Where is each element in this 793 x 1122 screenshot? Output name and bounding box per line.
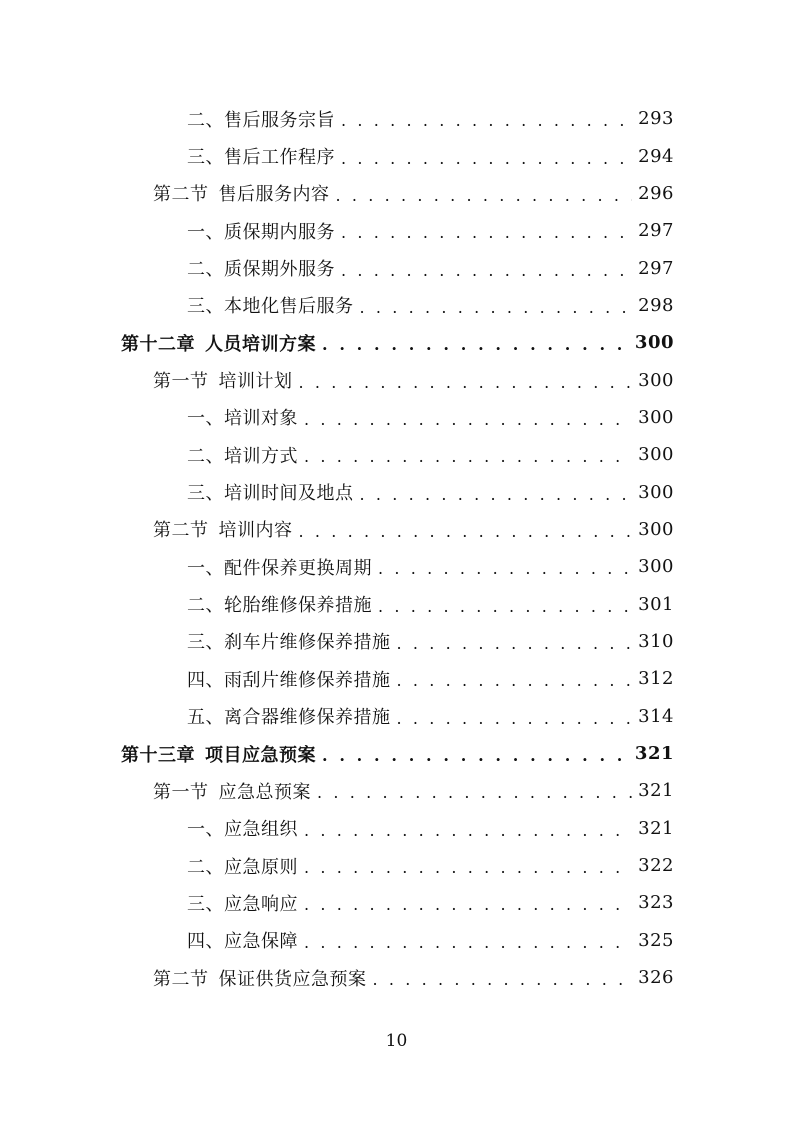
toc-entry-text: 培训内容 (218, 520, 293, 542)
dot-leader (397, 671, 633, 690)
toc-section[interactable] (0, 511, 793, 548)
toc-entry-page: 314 (638, 705, 674, 727)
toc-entry-prefix: 第十三章 (121, 744, 195, 766)
toc-entry[interactable] (0, 137, 793, 174)
dot-leader (378, 559, 632, 578)
toc-entry[interactable] (0, 847, 793, 884)
toc-entry-page: 312 (638, 668, 674, 690)
toc-entry-page: 300 (634, 332, 674, 354)
dot-leader (397, 634, 633, 653)
toc-entry-title (187, 442, 298, 468)
toc-entry-prefix: 二、 (187, 856, 224, 878)
dot-leader (336, 186, 633, 205)
dot-leader (360, 298, 633, 317)
toc-entry[interactable] (0, 287, 793, 324)
toc-entry[interactable] (0, 548, 793, 585)
dot-leader (304, 933, 632, 952)
toc-entry-text: 售后服务内容 (218, 184, 330, 206)
toc-entry-title (121, 330, 316, 356)
toc-entry-text: 离合器维修保养措施 (224, 707, 391, 729)
toc-entry-prefix: 二、 (187, 259, 224, 281)
toc-entry-text: 保证供货应急预案 (218, 968, 367, 990)
toc-entry-text: 培训对象 (224, 408, 298, 430)
toc-entry-title (187, 853, 298, 879)
toc-entry-title (187, 255, 335, 281)
toc-entry-text: 质保期外服务 (224, 259, 335, 281)
toc-entry-prefix: 二、 (187, 109, 224, 131)
toc-chapter[interactable] (0, 324, 793, 361)
toc-entry-title (187, 890, 298, 916)
toc-entry-prefix: 五、 (187, 707, 224, 729)
toc-entry-prefix: 四、 (187, 669, 224, 691)
toc-entry[interactable] (0, 810, 793, 847)
toc-entry-page: 300 (638, 369, 674, 391)
toc-entry-text: 培训时间及地点 (224, 483, 354, 505)
page-number: 10 (385, 1031, 408, 1051)
toc-entry-title (187, 628, 391, 654)
toc-entry-title (187, 292, 354, 318)
toc-entry-title (153, 180, 330, 206)
toc-entry-prefix: 第二节 (153, 184, 209, 206)
toc-entry-prefix: 一、 (187, 557, 224, 579)
toc-entry-text: 售后服务宗旨 (224, 109, 335, 131)
toc-section[interactable] (0, 175, 793, 212)
toc-entry-page: 300 (638, 406, 674, 428)
dot-leader (304, 821, 632, 840)
toc-entry-text: 项目应急预案 (205, 744, 316, 766)
toc-entry-prefix: 第一节 (153, 781, 209, 803)
toc-entry-prefix: 一、 (187, 221, 224, 243)
toc-entry-prefix: 二、 (187, 445, 224, 467)
toc-entry-text: 刹车片维修保养措施 (224, 632, 391, 654)
toc-entry-prefix: 第十二章 (121, 333, 195, 355)
toc-entry-title (187, 479, 354, 505)
toc-entry-title (121, 741, 316, 767)
toc-entry-text: 本地化售后服务 (224, 296, 354, 318)
toc-entry-prefix: 三、 (187, 893, 224, 915)
dot-leader (317, 783, 632, 802)
toc-entry-page: 300 (638, 518, 674, 540)
dot-leader (373, 970, 633, 989)
toc-entry-prefix: 三、 (187, 147, 224, 169)
toc-entry-text: 轮胎维修保养措施 (224, 595, 372, 617)
toc-entry-text: 配件保养更换周期 (224, 557, 372, 579)
toc-entry-page: 321 (634, 743, 674, 765)
toc-entry-title (153, 367, 293, 393)
toc-entry-page: 326 (638, 967, 674, 989)
dot-leader (304, 858, 632, 877)
toc-entry-prefix: 第二节 (153, 520, 209, 542)
toc-entry-page: 300 (638, 556, 674, 578)
dot-leader (299, 522, 633, 541)
toc-entry-page: 294 (638, 145, 674, 167)
toc-entry-text: 应急总预案 (218, 781, 311, 803)
toc-entry-page: 297 (638, 257, 674, 279)
toc-entry-title (187, 554, 372, 580)
toc-entry-title (187, 666, 391, 692)
toc-section[interactable] (0, 361, 793, 398)
toc-entry-page: 296 (638, 182, 674, 204)
toc-entry-text: 应急响应 (224, 893, 298, 915)
dot-leader (304, 447, 632, 466)
toc-entry-page: 321 (638, 780, 674, 802)
toc-entry-title (187, 143, 335, 169)
toc-entry-text: 应急保障 (224, 931, 298, 953)
toc-entry-page: 322 (638, 855, 674, 877)
toc-entry-prefix: 二、 (187, 595, 224, 617)
toc-entry-page: 298 (638, 294, 674, 316)
toc-entry-title (153, 778, 311, 804)
toc-entry-prefix: 四、 (187, 931, 224, 953)
dot-leader (360, 485, 633, 504)
dot-leader (341, 111, 632, 130)
toc-entry-prefix: 三、 (187, 483, 224, 505)
dot-leader (397, 709, 633, 728)
toc-entry[interactable] (0, 436, 793, 473)
toc-entry-prefix: 第二节 (153, 968, 209, 990)
toc-entry-text: 质保期内服务 (224, 221, 335, 243)
dot-leader (304, 410, 632, 429)
toc-entry-text: 培训计划 (218, 371, 293, 393)
toc-entry-title (187, 815, 298, 841)
toc-entry-prefix: 一、 (187, 408, 224, 430)
toc-entry-page: 300 (638, 481, 674, 503)
toc-entry-text: 售后工作程序 (224, 147, 335, 169)
toc-entry-title (187, 591, 372, 617)
dot-leader (341, 149, 632, 168)
dot-leader (378, 597, 632, 616)
toc-entry[interactable] (0, 884, 793, 921)
toc-entry-title (153, 965, 367, 991)
toc-entry-page: 321 (638, 817, 674, 839)
toc-entry-title (187, 106, 335, 132)
toc-entry-page: 323 (638, 892, 674, 914)
toc-entry-page: 325 (638, 929, 674, 951)
toc-entry[interactable] (0, 100, 793, 137)
toc-entry-title (187, 218, 335, 244)
toc-entry[interactable] (0, 212, 793, 249)
toc-entry-prefix: 三、 (187, 296, 224, 318)
toc-chapter[interactable] (0, 735, 793, 772)
toc-entry-text: 应急原则 (224, 856, 298, 878)
toc-entry-page: 310 (638, 630, 674, 652)
toc-entry-page: 300 (638, 444, 674, 466)
toc-entry[interactable] (0, 623, 793, 660)
dot-leader (322, 335, 629, 354)
toc-entry-prefix: 三、 (187, 632, 224, 654)
dot-leader (341, 223, 632, 242)
toc-entry-title (153, 516, 293, 542)
toc-entry[interactable] (0, 399, 793, 436)
toc-section[interactable] (0, 772, 793, 809)
dot-leader (341, 261, 632, 280)
toc-entry-prefix: 一、 (187, 819, 224, 841)
toc-entry[interactable] (0, 660, 793, 697)
toc-entry-page: 293 (638, 108, 674, 130)
toc-entry-title (187, 404, 298, 430)
dot-leader (299, 373, 633, 392)
toc-entry-title (187, 703, 391, 729)
toc-entry[interactable] (0, 249, 793, 286)
toc-section[interactable] (0, 959, 793, 996)
toc-entry[interactable] (0, 922, 793, 959)
dot-leader (304, 895, 632, 914)
toc-entry[interactable] (0, 473, 793, 510)
table-of-contents (0, 100, 793, 996)
toc-entry[interactable] (0, 698, 793, 735)
toc-entry-page: 297 (638, 220, 674, 242)
toc-entry-page: 301 (638, 593, 674, 615)
dot-leader (322, 746, 629, 765)
toc-entry-title (187, 927, 298, 953)
toc-entry[interactable] (0, 585, 793, 622)
toc-entry-text: 雨刮片维修保养措施 (224, 669, 391, 691)
toc-entry-text: 培训方式 (224, 445, 298, 467)
toc-entry-text: 人员培训方案 (205, 333, 316, 355)
toc-entry-text: 应急组织 (224, 819, 298, 841)
toc-entry-prefix: 第一节 (153, 371, 209, 393)
